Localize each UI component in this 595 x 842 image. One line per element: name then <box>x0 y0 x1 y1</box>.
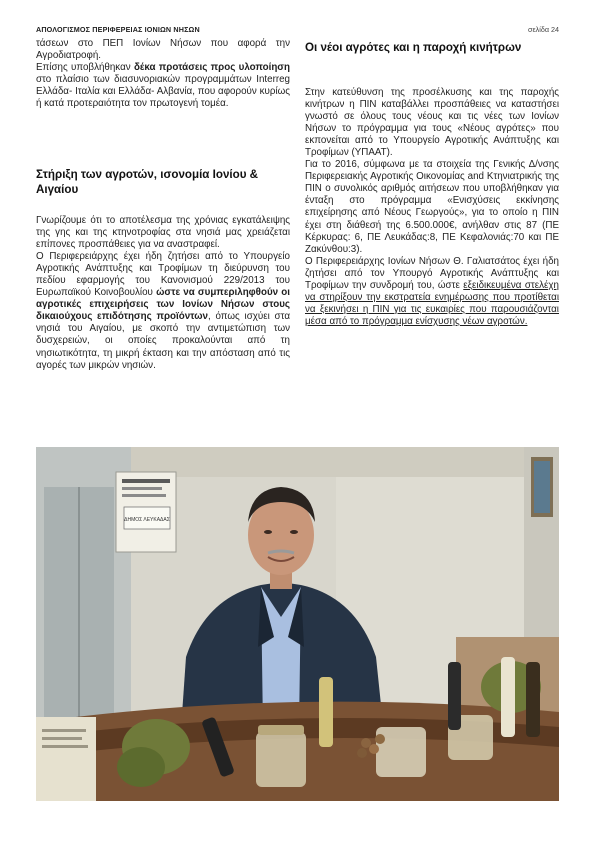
left-column <box>36 38 290 110</box>
sign-lefkada: ΔΗΜΟΣ ΛΕΥΚΑΔΑΣ <box>124 517 170 523</box>
ten-proposals-emphasis: δέκα προτάσεις προς υλοποίηση <box>133 62 290 74</box>
page-number: σελίδα 24 <box>528 25 559 34</box>
paragraph-governor-request: Ο Περιφερειάρχης Ιονίων Νήσων Θ. Γαλιατσάτος έχει ήδη ζητήσει από τον Υπουργό Αγροτικής Ανάπτυξης και Τροφίμων την συνδρομή του, ώστε εξειδικευμένα στελέχη να στηρίξουν την εκστρατεία ενημέρωσης που προτίθεται να ξεκινήσει η ΠΙΝ για τις ευκαιρίες που παρουσιάζονται μέσα από το πρόγραμμα ενίσχυσης νέων αγροτών. <box>305 255 559 327</box>
paragraph-incentives: Στην κατεύθυνση της προσέλκυσης και της παροχής κινήτρων η ΠΙΝ καταβάλλει προσπάθειες να καταστήσει γνωστό σε όλους τους νέους και τις νέες των Ιονίων Νήσων το πρόγραμμα για τους «Νέους αγρότες» που εκπονείται από το Υπουργείο Αγροτικής Ανάπτυξης και Τροφίμων (ΥΠΑΑΤ). <box>305 87 559 159</box>
right-column-body <box>305 87 559 328</box>
paragraph-regulation: Ο Περιφερειάρχης έχει ήδη ζητήσει από το Υπουργείο Αγροτικής Ανάπτυξης και Τροφίμων τη διεύρυνση του πεδίου εφαρμογής του Κανονισμού 229/2013 του Ευρωπαϊκού Κοινοβουλίου ώστε να συμπεριληφθούν οι αγροτικές επιχειρήσεις των Ιονίων Νήσων στους δικαιούχους επιδότησης προϊόντων, όπως ισχύει στα νησιά του Αιγαίου, με σκοπό την αντιμετώπιση των δυσχερειών, οι οποίες προκαλούνται από τη νησιωτικότητα, τη μικρή έκταση και την απόσταση από τις αγορές των μικρών νησιών. <box>36 251 290 371</box>
photo-governor-with-products <box>36 447 559 801</box>
underlined-campaign-text: εξειδικευμένα στελέχη να στηρίξουν την εκστρατεία ενημέρωσης που προτίθεται να ξεκινήσει η ΠΙΝ για τις ευκαιρίες που παρουσιάζονται μέσα από το πρόγραμμα ενίσχυσης νέων αγροτών. <box>305 279 559 327</box>
section-heading-farmer-support: Στήριξη των αγροτών, ισονομία Ιονίου & Αιγαίου <box>36 168 259 196</box>
document-header-title: ΑΠΟΛΟΓΙΣΜΟΣ ΠΕΡΙΦΕΡΕΙΑΣ ΙΟΝΙΩΝ ΝΗΣΩΝ <box>36 25 200 34</box>
left-column-body <box>36 215 290 372</box>
photo-illustration <box>36 447 559 801</box>
paragraph-land-abandonment: Γνωρίζουμε ότι το αποτέλεσμα της χρόνιας εγκατάλειψης της γης και της κτηνοτροφίας στα νησιά μας χρειάζεται επίπονες προσπάθειες για να αναστραφεί. <box>36 215 290 251</box>
paragraph-agrifood: τάσεων στο ΠΕΠ Ιονίων Νήσων που αφορά την Αγροδιατροφή. <box>36 38 290 62</box>
section-heading-young-farmers: Οι νέοι αγρότες και η παροχή κινήτρων <box>305 41 522 54</box>
subsidy-emphasis: ώστε να συμπεριληφθούν οι αγροτικές επιχειρήσεις των Ιονίων Νήσων στους δικαιούχους επιδότησης προϊόντων <box>36 287 290 323</box>
paragraph-interreg: Επίσης υποβλήθηκαν δέκα προτάσεις προς υλοποίηση στο πλαίσιο των διασυνοριακών προγραμμάτων Interreg Ελλάδα- Ιταλία και Ελλάδα- Αλβανία, που αφορούν κυρίως ή κατά προτεραιότητα τον πρωτογενή τομέα. <box>36 62 290 110</box>
paragraph-applications-2016: Για το 2016, σύμφωνα με τα στοιχεία της Γενικής Δ/νσης Περιφερειακής Αγροτικής Οικονομίας and Κτηνιατρικής της ΠΙΝ ο συνολικός αριθμός αιτήσεων που υποβλήθηκαν για ένταξη στο πρόγραμμα «Ενισχύσεις εκκίνησης επιχείρησης από Νέους Γεωργούς», για το οποίο η ΠΙΝ έχει στη διάθεσή της 6.500.000€, ανήλθαν στις 87 (ΠΕ Κέρκυρας: 6, ΠΕ Λευκάδας:8, ΠΕ Κεφαλονιάς:70 και ΠΕ Ζακύνθου:3). <box>305 159 559 255</box>
